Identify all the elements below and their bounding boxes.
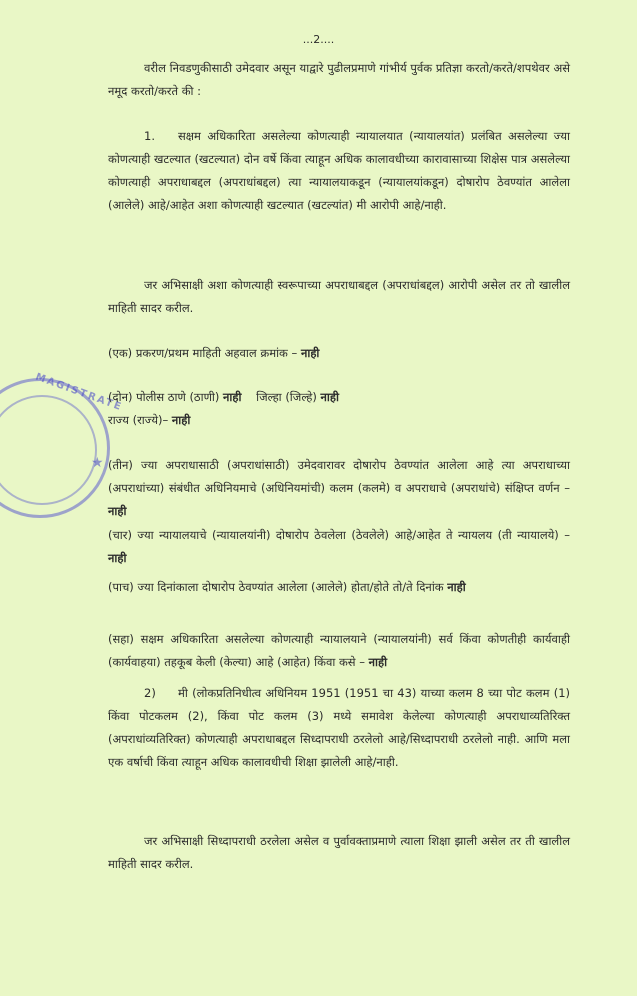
if-convicted-paragraph: जर अभिसाक्षी सिध्दापराधी ठरलेला असेल व पुर्वावक्ताप्रमाणे त्याला शिक्षा झाली असेल तर ती खालील माहिती सादर करील.	[108, 834, 570, 871]
sub-item-two-mid: जिल्हा (जिल्हे)	[256, 390, 321, 404]
sub-item-two	[108, 386, 570, 432]
sub-item-six	[108, 628, 570, 674]
item-1	[108, 125, 570, 217]
sub-item-two-answer-2: नाही	[320, 390, 339, 404]
sub-item-two-text: (दोन) पोलीस ठाणे (ठाणी)	[108, 390, 224, 404]
seal-inner-ring	[0, 395, 97, 505]
sub-item-four	[108, 524, 570, 570]
sub-item-one-text: (एक) प्रकरण/प्रथम माहिती अहवाल क्रमांक –	[108, 346, 301, 360]
sub-item-five-answer: नाही	[447, 580, 466, 594]
sub-item-three	[108, 454, 570, 523]
item-2	[108, 682, 570, 774]
item-1-text: सक्षम अधिकारिता असलेल्या कोणत्याही न्यायालयात (न्यायालयांत) प्रलंबित असलेल्या ज्या कोणत्याही खटल्यात (खटल्यात) दोन वर्षे किंवा त्याहून अधिक कालावधीच्या कारावासाच्या शिक्षेस पात्र असलेल्या कोणत्याही अपराधाबद्दल (अपराधांबद्दल) त्या न्यायालयाकडून (न्यायालयांकडून) दोषारोप ठेवण्यांत आलेला (आलेले) आहे/आहेत अशा कोणत्याही खटल्यात (खटल्यांत) मी आरोपी आहे/नाही.	[108, 129, 570, 212]
item-1-number: 1.	[144, 129, 155, 143]
sub-item-two-line2: राज्य (राज्ये)–	[108, 413, 172, 427]
sub-item-five-text: (पाच) ज्या दिनांकाला दोषारोप ठेवण्यांत आलेला (आलेले) होता/होते तो/ते दिनांक	[108, 580, 448, 594]
item-2-number: 2)	[144, 686, 156, 700]
star-icon: ★	[91, 455, 104, 471]
if-accused-paragraph: जर अभिसाक्षी अशा कोणत्याही स्वरूपाच्या अपराधाबद्दल (अपराधांबद्दल) आरोपी असेल तर तो खालील माहिती सादर करील.	[108, 278, 570, 315]
sub-item-one-answer: नाही	[300, 346, 320, 360]
item-2-text: मी (लोकप्रतिनिधीत्व अधिनियम 1951 (1951 चा 43) याच्या कलम 8 च्या पोट कलम (1) किंवा पोटकलम (2), किंवा पोट कलम (3) मध्ये समावेश केलेल्या कोणत्याही अपराधाव्यतिरिक्त (अपराधांव्यतिरिक्त) कोणत्याही अपराधाबद्दल सिध्दापराधी ठरलेलो आहे/सिध्दापराधी ठरलेलो नाही. आणि मला एक वर्षाची किंवा त्याहून अधिक कालावधीची शिक्षा झालेली आहे/नाही.	[108, 686, 570, 769]
sub-item-six-answer: नाही	[368, 655, 388, 669]
sub-item-six-text: (सहा) सक्षम अधिकारिता असलेल्या कोणत्याही न्यायालयाने (न्यायालयांनी) सर्व किंवा कोणतीही कार्यवाही (कार्यवाहया) तहकूब केली (केल्या) आहे (आहेत) किंवा कसे –	[108, 632, 570, 669]
sub-item-three-answer: नाही	[108, 504, 127, 518]
sub-item-three-text: (तीन) ज्या अपराधासाठी (अपराधांसाठी) उमेदवारावर दोषारोप ठेवण्यांत आलेला आहे त्या अपराधाच्या (अपराधांच्या) संबंधीत अधिनियमाचे (अधिनियमांची) कलम (कलमे) व अपराधाचे (अपराधांचे) संक्षिप्त वर्णन –	[108, 458, 570, 495]
sub-item-four-text: (चार) ज्या न्यायालयाचे (न्यायालयांनी) दोषारोप ठेवलेला (ठेवलेले) आहे/आहेत ते न्यायलय (ती न्यायालये) –	[108, 528, 570, 542]
sub-item-five	[108, 576, 570, 599]
intro-paragraph: वरील निवडणुकीसाठी उमेदवार असून याद्वारे पुढीलप्रमाणे गांभीर्य पुर्वक प्रतिज्ञा करतो/करते/शपथेवर असे नमूद करतो/करते की :	[108, 61, 570, 98]
seal-text: MAGISTRATE	[33, 371, 125, 414]
sub-item-two-answer-1: नाही	[223, 390, 242, 404]
sub-item-four-answer: नाही	[108, 551, 127, 565]
sub-item-two-answer-3: नाही	[171, 413, 191, 427]
page-number: ...2....	[302, 33, 335, 46]
sub-item-one	[108, 342, 570, 365]
